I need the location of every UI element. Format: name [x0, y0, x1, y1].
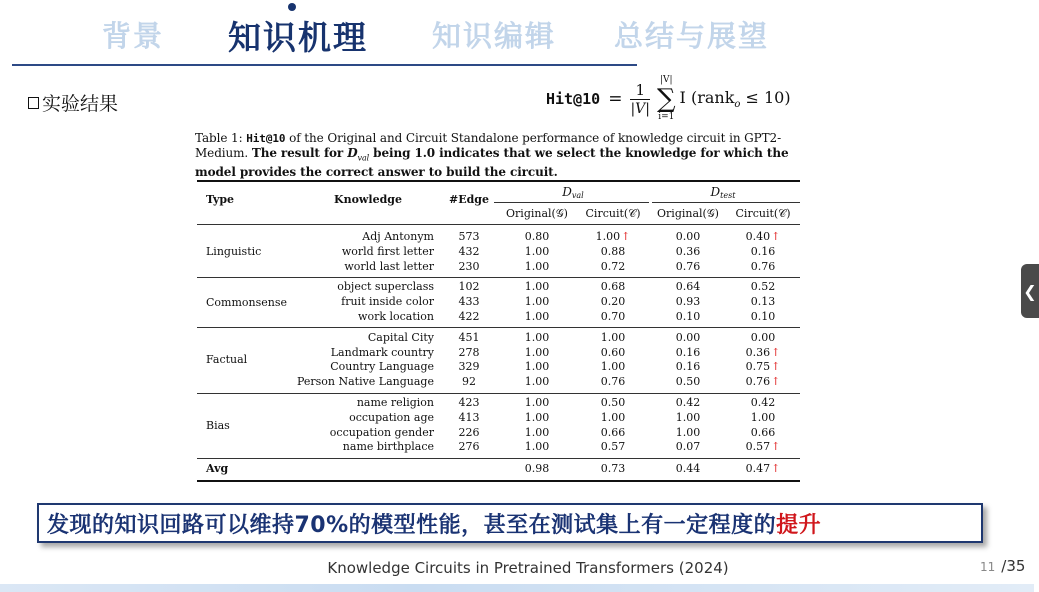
sum-lower-limit: i=1 — [658, 112, 675, 122]
header-dtest — [711, 185, 736, 203]
group-type-label: Commonsense — [206, 295, 288, 309]
score-value: 0.76 — [750, 259, 776, 273]
score-value: 0.00 — [675, 230, 701, 243]
arrow-up-icon: ↑ — [771, 230, 781, 243]
caption-prefix: Table 1: — [195, 131, 247, 145]
caption-dval-sub: val — [357, 153, 370, 163]
score-cell — [601, 260, 626, 274]
score-cell — [676, 280, 701, 294]
dval-subheader-rule — [494, 202, 649, 203]
edge-count: 413 — [458, 410, 480, 424]
score-cell — [746, 230, 781, 244]
bottom-decorative-strip — [0, 584, 1034, 592]
score-value: 0.16 — [675, 345, 701, 359]
score-value: 1.00 — [524, 425, 550, 439]
score-cell — [676, 396, 701, 410]
knowledge-name: Landmark country — [330, 345, 434, 359]
avg-score-cell — [601, 462, 626, 476]
score-cell — [525, 245, 550, 259]
score-cell — [601, 440, 626, 454]
score-cell — [525, 426, 550, 440]
score-value: 0.36 — [675, 244, 701, 258]
header-dval-sub: val — [571, 191, 584, 200]
knowledge-name: fruit inside color — [341, 295, 434, 309]
score-value: 0.20 — [600, 295, 626, 309]
score-cell — [601, 280, 626, 294]
sum-upper-limit: |V| — [659, 75, 673, 85]
score-cell — [525, 375, 550, 389]
nav-tab-background[interactable]: 背景 — [102, 19, 165, 53]
edge-count: 432 — [458, 244, 480, 258]
group-divider-rule — [197, 277, 800, 278]
score-value: 0.57 — [745, 440, 771, 454]
edge-count: 422 — [458, 310, 480, 323]
score-value: 0.07 — [675, 440, 701, 454]
score-value: 0.42 — [750, 396, 776, 409]
group-divider-rule — [197, 393, 800, 394]
edge-count: 230 — [458, 259, 480, 273]
score-cell — [676, 375, 701, 389]
score-value: 0.40 — [745, 230, 771, 243]
score-cell — [676, 245, 701, 259]
avg-label: Avg — [206, 462, 229, 476]
dtest-subheader-rule — [652, 202, 800, 203]
caption-bold-start: The result for — [251, 146, 348, 160]
score-value: 1.00 — [524, 345, 550, 359]
score-value: 1.00 — [524, 410, 550, 424]
knowledge-name: world last letter — [344, 259, 434, 273]
header-bottom-rule — [197, 224, 800, 225]
arrow-up-icon: ↑ — [771, 345, 781, 359]
score-cell — [676, 260, 701, 274]
knowledge-name: occupation age — [349, 410, 434, 424]
score-cell — [676, 426, 701, 440]
header-dval-letter: D — [562, 185, 572, 199]
score-value: 0.60 — [600, 345, 626, 359]
score-cell — [676, 346, 701, 360]
caption-metric: Hit@10 — [246, 132, 286, 145]
avg-score-cell — [525, 462, 550, 476]
score-cell — [601, 346, 626, 360]
arrow-up-icon: ↑ — [771, 462, 781, 476]
formula-lhs: Hit@10 — [546, 90, 601, 108]
score-value: 1.00 — [524, 360, 550, 374]
score-value: 1.00 — [524, 280, 550, 294]
score-value: 0.88 — [600, 244, 626, 258]
header-type: Type — [206, 193, 235, 206]
score-value: 1.00 — [524, 259, 550, 273]
knowledge-name: name birthplace — [342, 440, 434, 454]
knowledge-name: occupation gender — [329, 425, 434, 439]
score-cell — [751, 295, 776, 309]
score-cell — [525, 295, 550, 309]
edge-count: 451 — [458, 330, 480, 344]
score-cell — [601, 295, 626, 309]
formula-equals: = — [608, 89, 623, 109]
score-value: 0.75 — [745, 360, 771, 374]
score-value: 0.36 — [745, 345, 771, 359]
score-value: 1.00 — [750, 410, 776, 424]
score-cell — [751, 331, 776, 345]
key-finding-banner — [37, 503, 983, 543]
table-bottom-rule — [197, 480, 800, 482]
group-type-label: Factual — [206, 353, 248, 367]
score-value: 0.52 — [750, 280, 776, 294]
avg-score-value: 0.47 — [745, 462, 771, 476]
formula-body-tail: ≤ 10) — [740, 87, 791, 107]
knowledge-name: Person Native Language — [296, 375, 434, 389]
hit-at-10-formula — [546, 73, 791, 125]
score-cell — [525, 331, 550, 345]
header-edge: #Edge — [449, 193, 489, 206]
score-cell — [676, 230, 701, 244]
header-dtest-letter: D — [710, 185, 721, 199]
header-dtest-sub: test — [720, 191, 736, 200]
score-cell — [525, 440, 550, 454]
edge-count: 226 — [458, 425, 480, 439]
score-cell — [601, 411, 626, 425]
knowledge-name: object superclass — [337, 280, 434, 294]
score-value: 0.50 — [600, 396, 626, 409]
chevron-left-icon: ❮ — [1023, 281, 1037, 301]
formula-numerator: 1 — [635, 80, 645, 99]
score-value: 1.00 — [524, 310, 550, 323]
score-value: 0.72 — [600, 259, 626, 273]
edge-count: 329 — [458, 360, 480, 374]
score-value: 0.76 — [675, 259, 701, 273]
header-dtest-circuit: Circuit(𝒞) — [735, 207, 791, 220]
sum-sigma-icon: ∑ — [656, 84, 676, 114]
score-value: 1.00 — [600, 410, 626, 424]
score-value: 0.80 — [524, 230, 550, 243]
formula-body-text: I (rank — [679, 87, 735, 107]
score-value: 0.00 — [675, 330, 701, 344]
score-cell — [601, 310, 626, 324]
score-value: 0.00 — [750, 330, 776, 344]
score-cell — [746, 360, 781, 374]
score-cell — [751, 245, 776, 259]
avg-score-value: 0.98 — [524, 462, 550, 476]
knowledge-name: Adj Antonym — [362, 230, 434, 243]
score-value: 0.76 — [745, 375, 771, 389]
score-value: 1.00 — [524, 330, 550, 344]
knowledge-name: name religion — [356, 396, 434, 409]
score-value: 0.42 — [675, 396, 701, 409]
header-dval — [562, 185, 583, 203]
edge-count: 423 — [458, 396, 480, 409]
score-value: 0.64 — [675, 280, 701, 294]
arrow-up-icon: ↑ — [771, 440, 781, 454]
score-value: 1.00 — [675, 425, 701, 439]
score-value: 1.00 — [675, 410, 701, 424]
top-navigation — [0, 0, 1034, 70]
score-cell — [525, 346, 550, 360]
edge-count: 92 — [462, 375, 476, 389]
score-value: 0.16 — [675, 360, 701, 374]
score-cell — [676, 411, 701, 425]
checkbox-bullet-icon — [28, 97, 39, 109]
score-value: 0.66 — [750, 425, 776, 439]
table-top-rule — [197, 180, 800, 182]
header-dval-circuit: Circuit(𝒞) — [585, 207, 641, 220]
edge-count: 433 — [458, 295, 480, 309]
score-value: 1.00 — [600, 330, 626, 344]
score-value: 0.10 — [750, 310, 776, 323]
score-cell — [676, 440, 701, 454]
score-cell — [525, 230, 550, 244]
score-cell — [601, 360, 626, 374]
score-cell — [751, 280, 776, 294]
footer-citation: Knowledge Circuits in Pretrained Transformers (2024) — [327, 559, 729, 577]
score-value: 1.00 — [600, 360, 626, 374]
side-panel-toggle[interactable] — [1021, 264, 1039, 318]
score-value: 1.00 — [524, 440, 550, 454]
score-value: 0.10 — [675, 310, 701, 323]
avg-score-value: 0.44 — [675, 462, 701, 476]
key-finding-text: 发现的知识回路可以维持70%的模型性能，甚至在测试集上有一定程度的 — [47, 512, 777, 538]
header-knowledge: Knowledge — [334, 193, 402, 206]
score-cell — [601, 396, 626, 410]
formula-body-sub: o — [734, 99, 741, 111]
caption-dval: D — [347, 146, 358, 160]
score-cell — [601, 426, 626, 440]
arrow-up-icon: ↑ — [771, 375, 781, 389]
avg-score-cell — [746, 462, 781, 476]
edge-count: 278 — [458, 345, 480, 359]
formula-summation — [657, 75, 676, 123]
arrow-up-icon: ↑ — [621, 230, 631, 243]
score-value: 0.66 — [600, 425, 626, 439]
formula-denominator: |V| — [630, 100, 650, 117]
score-value: 1.00 — [524, 295, 550, 309]
formula-fraction — [630, 81, 650, 118]
page-current: 11 — [980, 560, 996, 574]
knowledge-name: Country Language — [330, 360, 434, 374]
score-cell — [751, 310, 776, 324]
key-finding-emphasis: 提升 — [776, 512, 822, 538]
table-caption — [195, 131, 810, 180]
score-cell — [676, 360, 701, 374]
group-divider-rule — [197, 327, 800, 328]
edge-count: 102 — [458, 280, 480, 294]
arrow-up-icon: ↑ — [771, 360, 781, 374]
score-cell — [746, 440, 781, 454]
score-value: 1.00 — [595, 230, 621, 243]
section-title — [28, 89, 118, 116]
score-cell — [525, 260, 550, 274]
score-cell — [601, 375, 626, 389]
score-cell — [751, 396, 776, 410]
score-cell — [746, 375, 781, 389]
score-cell — [601, 245, 626, 259]
nav-tab-knowledge-editing[interactable]: 知识编辑 — [432, 19, 557, 53]
score-cell — [676, 295, 701, 309]
avg-score-value: 0.73 — [600, 462, 626, 476]
score-cell — [751, 411, 776, 425]
score-cell — [751, 260, 776, 274]
section-title-text: 实验结果 — [42, 93, 119, 115]
score-value: 0.13 — [750, 295, 776, 309]
score-cell — [525, 310, 550, 324]
active-tab-indicator-dot — [288, 3, 296, 11]
group-type-label: Bias — [206, 418, 230, 432]
formula-indicator — [680, 88, 791, 110]
page-number — [980, 557, 1025, 575]
score-value: 0.93 — [675, 295, 701, 309]
score-cell — [676, 331, 701, 345]
score-cell — [525, 280, 550, 294]
score-cell — [525, 396, 550, 410]
caption-text: of the Original and Circuit Standalone performance of knowledge circuit in GPT2-Medium. — [195, 131, 782, 160]
score-cell — [525, 411, 550, 425]
score-cell — [601, 331, 626, 345]
score-value: 0.68 — [600, 280, 626, 294]
caption-bold-end: being 1.0 indicates that we select the knowledge for which the model provides the correct answer to build the circuit. — [195, 146, 789, 180]
header-dtest-original: Original(𝒢) — [657, 207, 719, 220]
group-divider-rule — [197, 458, 800, 459]
edge-count: 276 — [458, 440, 480, 454]
score-cell — [676, 310, 701, 324]
knowledge-name: Capital City — [367, 330, 434, 344]
header-dval-original: Original(𝒢) — [506, 207, 568, 220]
edge-count: 573 — [458, 230, 480, 243]
knowledge-name: work location — [358, 310, 434, 323]
score-cell — [525, 360, 550, 374]
group-type-label: Linguistic — [206, 245, 262, 259]
score-value: 1.00 — [524, 375, 550, 389]
score-cell — [596, 230, 631, 244]
score-value: 0.16 — [750, 244, 776, 258]
score-value: 0.70 — [600, 310, 626, 323]
score-value: 1.00 — [524, 396, 550, 409]
score-value: 0.57 — [600, 440, 626, 454]
score-value: 1.00 — [524, 244, 550, 258]
nav-tab-summary-outlook[interactable]: 总结与展望 — [614, 19, 770, 53]
nav-divider — [12, 64, 637, 66]
nav-tab-knowledge-mechanism[interactable]: 知识机理 — [228, 18, 368, 57]
score-value: 0.76 — [600, 375, 626, 389]
knowledge-name: world first letter — [341, 244, 434, 258]
score-cell — [751, 426, 776, 440]
score-cell — [746, 346, 781, 360]
avg-score-cell — [676, 462, 701, 476]
score-value: 0.50 — [675, 375, 701, 389]
page-total: /35 — [1001, 557, 1026, 575]
